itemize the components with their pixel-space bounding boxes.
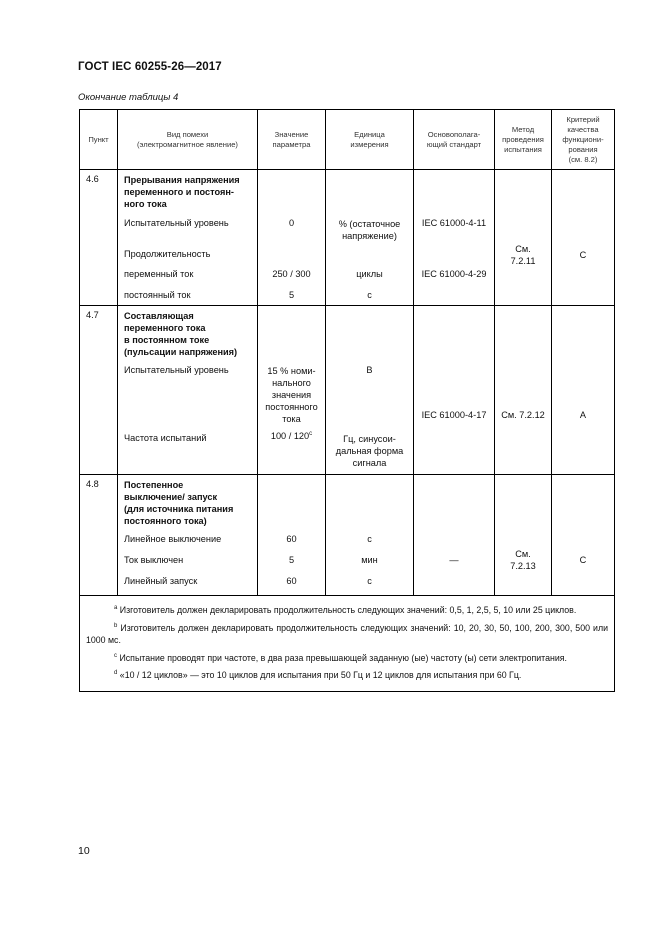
performance-criterion: A	[579, 410, 587, 420]
unit-cell	[326, 306, 414, 475]
row-label: переменный ток	[124, 269, 194, 279]
test-method: См. 7.2.13	[510, 549, 536, 571]
unit: с	[367, 576, 372, 586]
table-caption: Окончание таблицы 4	[78, 92, 179, 103]
row-label: Линейный запуск	[124, 576, 198, 586]
disturbance-cell	[118, 475, 258, 596]
row-label: Испытательный уровень	[124, 218, 229, 228]
method-cell	[495, 306, 552, 475]
table-notes-row	[80, 596, 615, 692]
header-disturbance-type: Вид помехи (электромагнитное явление)	[118, 110, 258, 170]
standard-cell	[414, 306, 495, 475]
performance-criterion: C	[579, 250, 587, 260]
table-notes	[80, 596, 615, 692]
test-method: См. 7.2.12	[501, 410, 545, 420]
header-test-method: Метод проведения испытания	[495, 110, 552, 170]
criterion-cell	[552, 170, 615, 306]
performance-criterion: C	[579, 555, 587, 565]
note-c: $^c$ Испытание проводят при частоте, в два раза превышающей заданную (ые) частоту (ы) сети электропитания.	[114, 652, 567, 663]
test-method: См. 7.2.11	[510, 244, 536, 266]
unit: Гц, синусои- дальная форма сигнала	[335, 434, 404, 468]
disturbance-title: Составляющая переменного тока в постоянном токе (пульсации напряжения)	[124, 311, 238, 357]
table-row-4-7	[80, 306, 615, 475]
disturbance-title: Постепенное выключение/ запуск (для источника питания постоянного тока)	[124, 480, 234, 526]
item-number: 4.6	[80, 170, 118, 306]
disturbance-cell	[118, 170, 258, 306]
page-number: 10	[78, 845, 90, 857]
header-performance-criterion: Критерий качества функциони- рования (см. 8.2)	[552, 110, 615, 170]
table-row-4-8	[80, 475, 615, 596]
row-label: Продолжительность	[124, 249, 211, 259]
method-cell	[495, 170, 552, 306]
row-label: Ток выключен	[124, 555, 184, 565]
document-title: ГОСТ IEC 60255-26—2017	[78, 61, 222, 73]
basic-standard: IEC 61000-4-11	[421, 218, 487, 228]
row-label: Частота испытаний	[124, 433, 207, 443]
unit: с	[367, 290, 372, 300]
parameter-value: 5	[288, 555, 295, 565]
emc-test-table	[79, 109, 615, 692]
method-cell	[495, 475, 552, 596]
table-header-row	[80, 110, 615, 170]
standard-cell	[414, 475, 495, 596]
disturbance-cell	[118, 306, 258, 475]
unit: циклы	[356, 269, 383, 279]
item-number: 4.8	[80, 475, 118, 596]
criterion-cell	[552, 475, 615, 596]
parameter-value: 0	[288, 218, 295, 228]
value-cell	[258, 306, 326, 475]
row-label: Линейное выключение	[124, 534, 222, 544]
basic-standard: IEC 61000-4-17	[421, 410, 487, 420]
unit: % (остаточное напряжение)	[338, 219, 401, 241]
item-number: 4.7	[80, 306, 118, 475]
parameter-value: 60	[286, 576, 297, 586]
unit-cell	[326, 170, 414, 306]
parameter-value: 250 / 300	[272, 269, 311, 279]
parameter-value: 100 / 120$^c$	[270, 431, 313, 442]
standard-cell	[414, 170, 495, 306]
disturbance-title: Прерывания напряжения переменного и постоян- ного тока	[124, 175, 240, 209]
table-row-4-6	[80, 170, 615, 306]
criterion-cell	[552, 306, 615, 475]
header-parameter-value: Значение параметра	[258, 110, 326, 170]
value-cell	[258, 170, 326, 306]
unit: с	[367, 534, 372, 544]
parameter-value: 5	[288, 290, 295, 300]
note-a: $^a$ Изготовитель должен декларировать продолжительность следующих значений: 0,5, 1, 2,5, 5, 10 или 25 циклов.	[114, 604, 577, 615]
unit-cell	[326, 475, 414, 596]
note-d: $^d$ «10 / 12 циклов» — это 10 циклов для испытания при 50 Гц и 12 циклов для испытания при 60 Гц.	[114, 670, 522, 681]
parameter-value: 60	[286, 534, 297, 544]
unit: В	[366, 365, 373, 375]
row-label: постоянный ток	[124, 290, 191, 300]
header-basic-standard: Основополага- ющий стандарт	[414, 110, 495, 170]
value-cell	[258, 475, 326, 596]
header-item-number: Пункт	[80, 110, 118, 170]
note-b: $^b$ Изготовитель должен декларировать продолжительность следующих значений: 10, 20, 30, 50, 100, 200, 300, 500 или 1000 мс.	[86, 622, 608, 646]
row-label: Испытательный уровень	[124, 365, 229, 375]
basic-standard: —	[449, 555, 459, 565]
basic-standard: IEC 61000-4-29	[421, 269, 487, 279]
parameter-value: 15 % номи- нального значения постоянного тока	[265, 366, 318, 424]
header-unit: Единица измерения	[326, 110, 414, 170]
unit: мин	[361, 555, 378, 565]
